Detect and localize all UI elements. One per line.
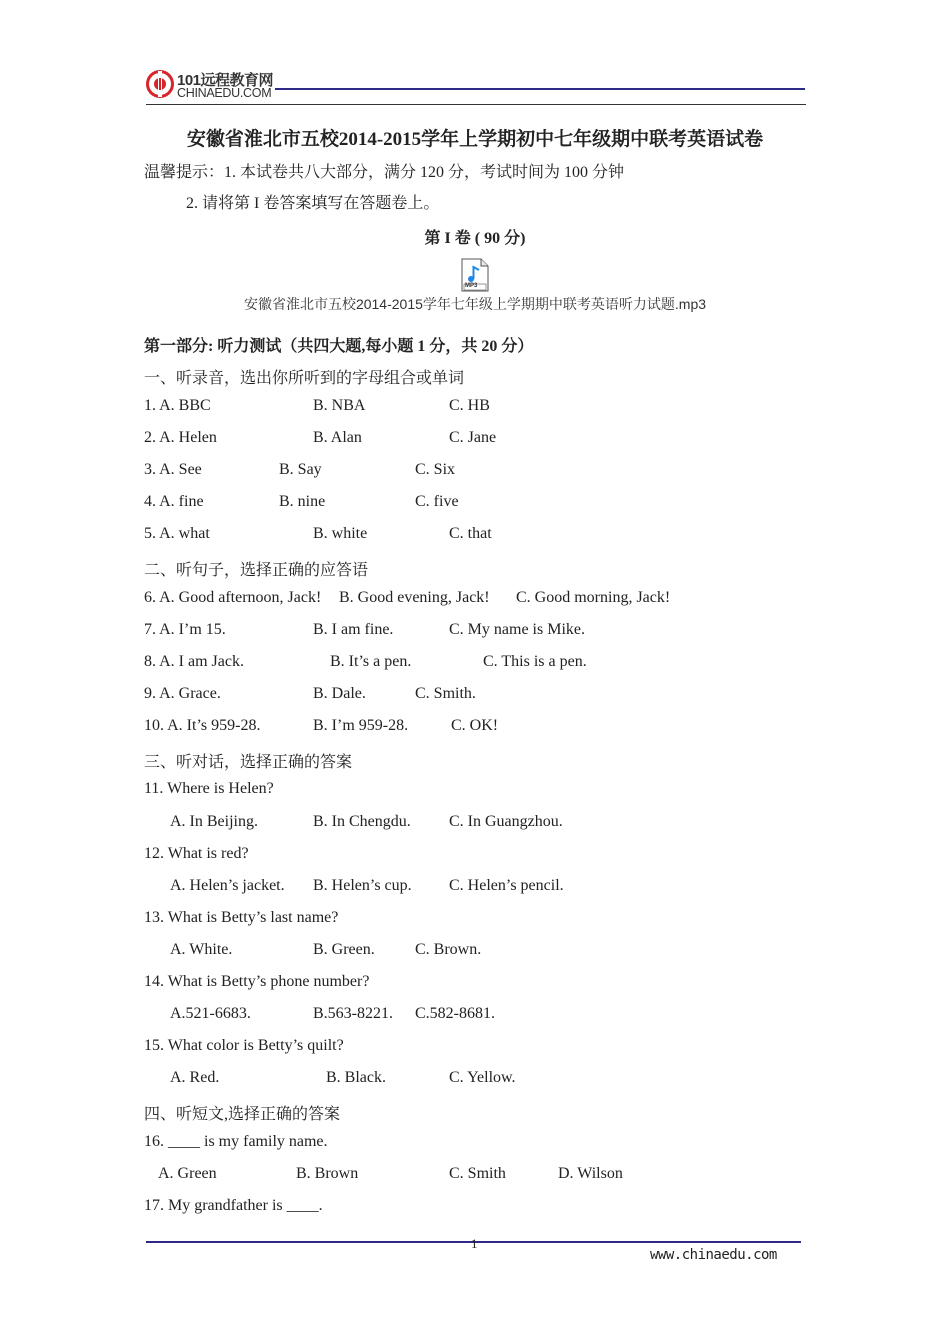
- logo-text-en: CHINAEDU.COM: [177, 86, 272, 100]
- q13-option-a: A. White.: [170, 941, 233, 958]
- q14-option-b: B.563-8221.: [313, 1005, 393, 1022]
- q9-option-b: B. Dale.: [313, 685, 366, 702]
- q12-option-a: A. Helen’s jacket.: [170, 877, 285, 894]
- q11-option-b: B. In Chengdu.: [313, 813, 411, 830]
- q3-option-a: 3. A. See: [144, 461, 202, 478]
- q4-option-c: C. five: [415, 493, 459, 510]
- q1-option-b: B. NBA: [313, 397, 366, 414]
- q6-option-a: 6. A. Good afternoon, Jack!: [144, 589, 322, 606]
- q11-option-a: A. In Beijing.: [170, 813, 258, 830]
- q10-option-b: B. I’m 959-28.: [313, 717, 409, 734]
- q12-stem: 12. What is red?: [144, 845, 249, 862]
- q14-option-c: C.582-8681.: [415, 1005, 495, 1022]
- q16-option-a: A. Green: [158, 1165, 217, 1182]
- q8-option-a: 8. A. I am Jack.: [144, 653, 244, 670]
- q5-option-c: C. that: [449, 525, 492, 542]
- q9-option-c: C. Smith.: [415, 685, 476, 702]
- q16-option-d: D. Wilson: [558, 1165, 623, 1182]
- q2-option-a: 2. A. Helen: [144, 429, 217, 446]
- section2-heading: 二、听句子，选择正确的应答语: [144, 562, 369, 579]
- section3-heading: 三、听对话，选择正确的答案: [144, 754, 353, 771]
- tip-line-1: 温馨提示：1. 本试卷共八大部分，满分 120 分，考试时间为 100 分钟: [144, 164, 625, 181]
- q2-option-c: C. Jane: [449, 429, 497, 446]
- q15-stem: 15. What color is Betty’s quilt?: [144, 1037, 344, 1054]
- q6-option-b: B. Good evening, Jack!: [339, 589, 490, 606]
- q1-option-c: C. HB: [449, 397, 490, 414]
- q10-option-a: 10. A. It’s 959-28.: [144, 717, 261, 734]
- q13-stem: 13. What is Betty’s last name?: [144, 909, 339, 926]
- page-number: 1: [471, 1236, 478, 1251]
- section4-heading: 四、听短文,选择正确的答案: [144, 1106, 341, 1123]
- volume-title: 第 I 卷 ( 90 分): [424, 230, 526, 247]
- q9-option-a: 9. A. Grace.: [144, 685, 221, 702]
- q17-stem: 17. My grandfather is ____.: [144, 1197, 323, 1214]
- header-rule: [275, 88, 805, 90]
- mp3-icon-label: MP3: [465, 283, 478, 289]
- q4-option-b: B. nine: [279, 493, 326, 510]
- q14-option-a: A.521-6683.: [170, 1005, 251, 1022]
- chinaedu-logo-icon: [146, 70, 174, 98]
- q12-option-c: C. Helen’s pencil.: [449, 877, 564, 894]
- q13-option-c: C. Brown.: [415, 941, 482, 958]
- header-rule-thin: [146, 104, 806, 105]
- exam-title: 安徽省淮北市五校2014-2015学年上学期初中七年级期中联考英语试卷: [186, 129, 764, 150]
- q8-option-c: C. This is a pen.: [483, 653, 587, 670]
- q16-stem: 16. ____ is my family name.: [144, 1133, 328, 1150]
- part1-title: 第一部分: 听力测试（共四大题,每小题 1 分，共 20 分）: [144, 338, 534, 355]
- q7-option-c: C. My name is Mike.: [449, 621, 585, 638]
- q15-option-a: A. Red.: [170, 1069, 220, 1086]
- q3-option-c: C. Six: [415, 461, 456, 478]
- tip-line-2: 2. 请将第 I 卷答案填写在答题卷上。: [186, 195, 440, 212]
- q15-option-c: C. Yellow.: [449, 1069, 516, 1086]
- q16-option-b: B. Brown: [296, 1165, 359, 1182]
- q7-option-a: 7. A. I’m 15.: [144, 621, 226, 638]
- section1-heading: 一、听录音，选出你所听到的字母组合或单词: [144, 370, 465, 387]
- q12-option-b: B. Helen’s cup.: [313, 877, 412, 894]
- q15-option-b: B. Black.: [326, 1069, 386, 1086]
- mp3-filename[interactable]: 安徽省淮北市五校2014-2015学年七年级上学期期中联考英语听力试题.mp3: [243, 296, 707, 312]
- q8-option-b: B. It’s a pen.: [330, 653, 412, 670]
- q5-option-a: 5. A. what: [144, 525, 210, 542]
- q11-stem: 11. Where is Helen?: [144, 780, 274, 797]
- q2-option-b: B. Alan: [313, 429, 362, 446]
- q4-option-a: 4. A. fine: [144, 493, 204, 510]
- footer-url[interactable]: www.chinaedu.com: [650, 1247, 777, 1263]
- q7-option-b: B. I am fine.: [313, 621, 394, 638]
- q10-option-c: C. OK!: [451, 717, 499, 734]
- q11-option-c: C. In Guangzhou.: [449, 813, 563, 830]
- q5-option-b: B. white: [313, 525, 368, 542]
- logo-text-cn: 101远程教育网: [177, 72, 274, 89]
- q16-option-c: C. Smith: [449, 1165, 506, 1182]
- q1-option-a: 1. A. BBC: [144, 397, 211, 414]
- q3-option-b: B. Say: [279, 461, 322, 478]
- q13-option-b: B. Green.: [313, 941, 375, 958]
- q14-stem: 14. What is Betty’s phone number?: [144, 973, 370, 990]
- q6-option-c: C. Good morning, Jack!: [516, 589, 671, 606]
